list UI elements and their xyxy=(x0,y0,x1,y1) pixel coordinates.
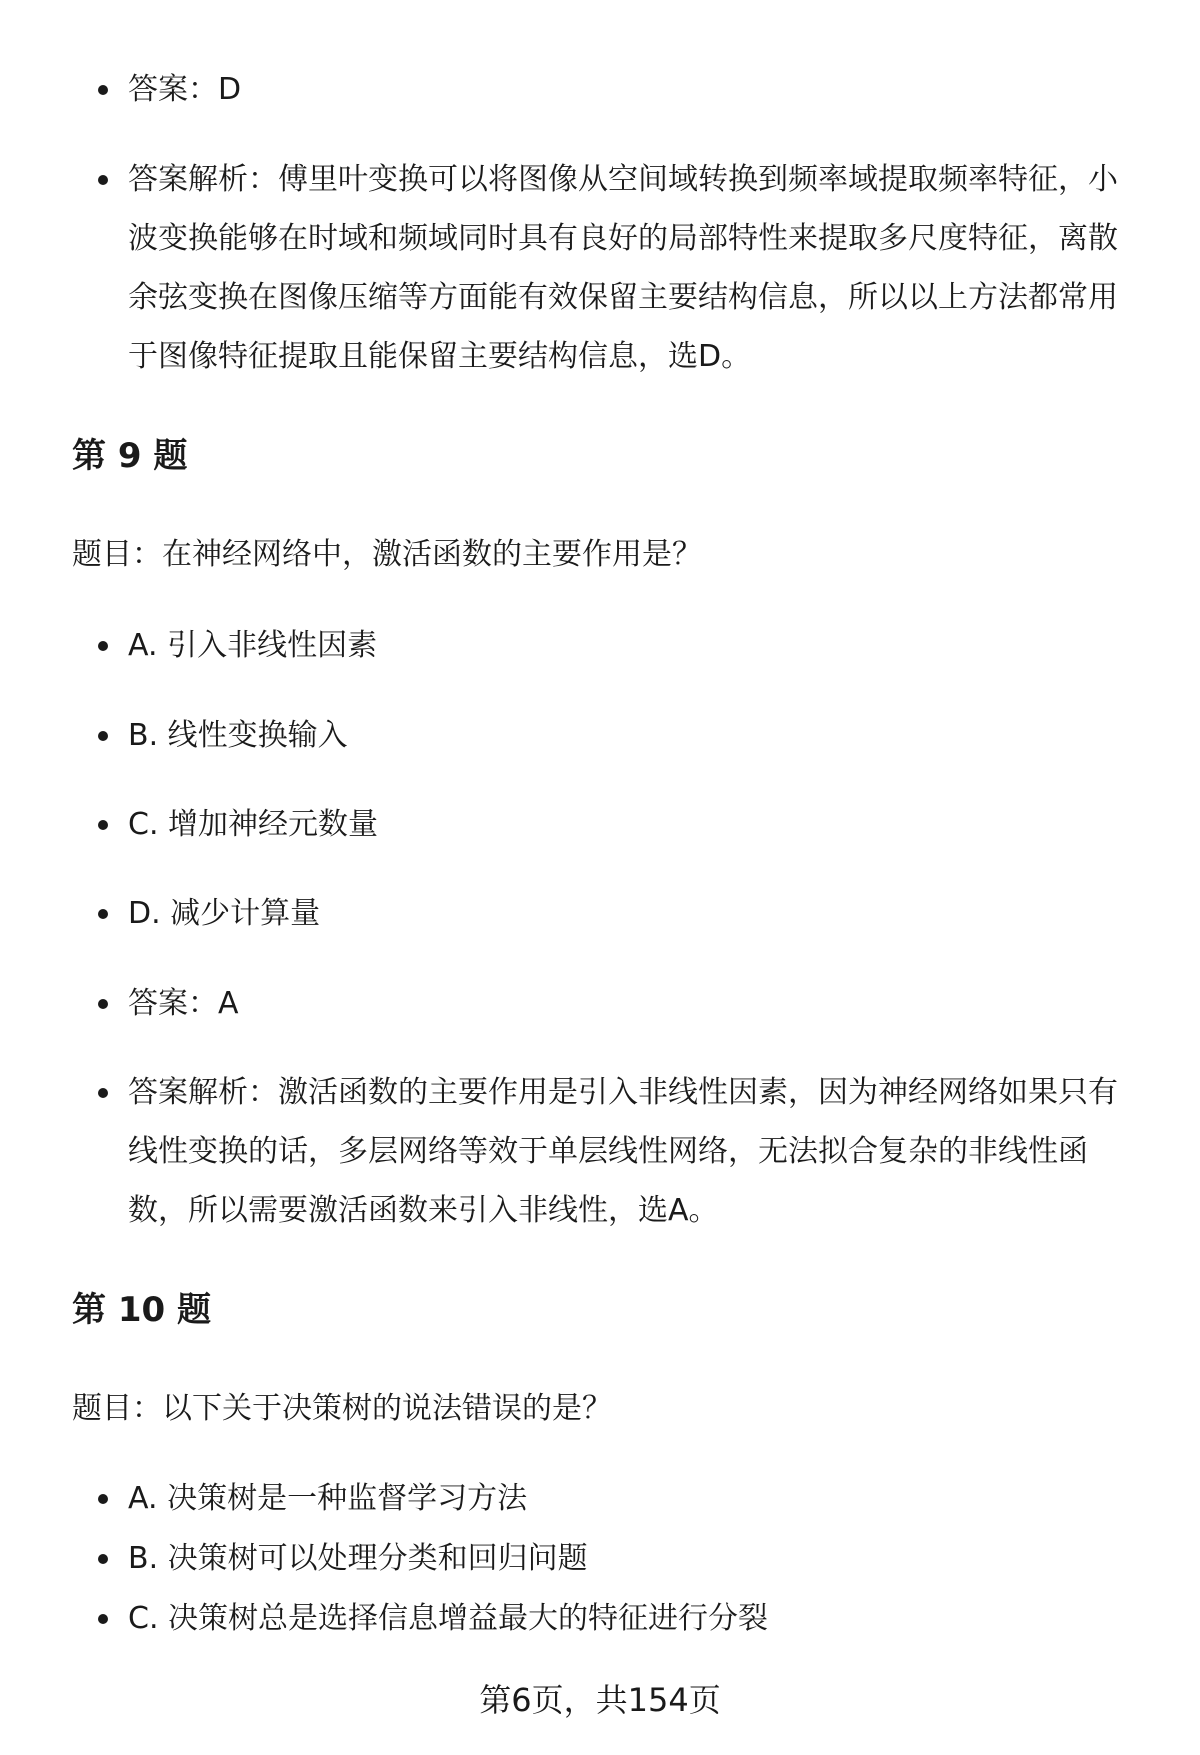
q9-option-d: D. 减少计算量 xyxy=(128,884,1140,943)
q10-option-a: A. 决策树是一种监督学习方法 xyxy=(128,1469,1140,1528)
page-number-footer: 第6页，共154页 xyxy=(479,1681,721,1719)
q10-option-c: C. 决策树总是选择信息增益最大的特征进行分裂 xyxy=(128,1589,1140,1648)
q9-option-a: A. 引入非线性因素 xyxy=(128,616,1140,675)
q9-answer: 答案：A xyxy=(128,974,1140,1033)
q10-heading: 第 10 题 xyxy=(72,1290,211,1330)
q10-question: 题目：以下关于决策树的说法错误的是？ xyxy=(72,1391,612,1426)
q10-option-b: B. 决策树可以处理分类和回归问题 xyxy=(128,1529,1140,1588)
q9-option-c: C. 增加神经元数量 xyxy=(128,795,1140,854)
q9-option-b: B. 线性变换输入 xyxy=(128,706,1140,765)
q9-question: 题目：在神经网络中，激活函数的主要作用是？ xyxy=(72,537,702,572)
q8-answer: 答案：D xyxy=(128,60,1140,119)
q9-explanation: 答案解析：激活函数的主要作用是引入非线性因素，因为神经网络如果只有线性变换的话，多层网络等效于单层线性网络，无法拟合复杂的非线性函数，所以需要激活函数来引入非线性，选A。 xyxy=(128,1063,1140,1240)
q8-explanation: 答案解析：傅里叶变换可以将图像从空间域转换到频率域提取频率特征，小波变换能够在时域和频域同时具有良好的局部特性来提取多尺度特征，离散余弦变换在图像压缩等方面能有效保留主要结构信息，所以以上方法都常用于图像特征提取且能保留主要结构信息，选D。 xyxy=(128,150,1140,386)
q9-heading: 第 9 题 xyxy=(72,436,188,476)
